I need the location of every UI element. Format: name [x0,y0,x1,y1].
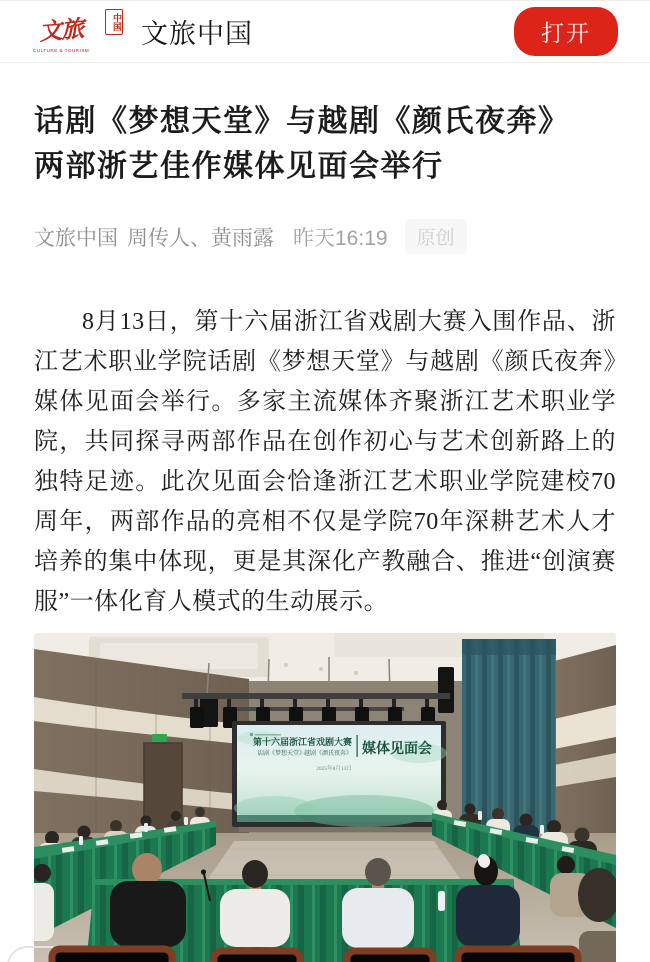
source-name[interactable]: 文旅中国 [34,226,118,250]
brand-english-label: CULTURE & TOURISM [33,47,90,54]
article-body [0,99,650,962]
screen-date: 2025年8月13日 [316,766,352,772]
right-speaker [438,667,454,713]
brand-calligraphy: 文旅 [38,14,85,46]
byline [34,219,616,254]
screen-line1: 第十六届浙江省戏剧大赛 [252,737,352,747]
led-screen [232,721,447,832]
article-title: 话剧《梦想天堂》与越剧《颜氏夜奔》两部浙艺佳作媒体见面会举行 [34,105,570,183]
brand-logo-icon [33,8,125,56]
conference-photo-illustration [34,633,616,962]
author-names: 周传人、黄雨露 [127,226,274,250]
open-app-button[interactable]: 打开 [514,7,618,56]
original-badge: 原创 [405,219,467,254]
article-photo[interactable] [34,633,616,962]
brand-seal-stamp: 中国 [105,9,123,35]
publish-time: 昨天16:19 [293,226,388,250]
screen-line2: 话剧《梦想天堂》·越剧《颜氏夜奔》 [257,751,352,757]
article-paragraph: 8月13日，第十六届浙江省戏剧大赛入围作品、浙江艺术职业学院话剧《梦想天堂》与越剧《颜氏夜奔》媒体见面会举行。多家主流媒体齐聚浙江艺术职业学院，共同探寻两部作品在创作初心与艺术创新路上的独特足迹。此次见面会恰逢浙江艺术职业学院建校70周年，两部作品的亮相不仅是学院70年深耕艺术人才培养的集中体现，更是其深化产教融合、推进“创演赛服”一体化育人模式的生动展示。 [34,309,616,615]
screen-title-right: 媒体见面会 [362,742,432,757]
app-name: 文旅中国 [141,19,253,49]
exit-sign [152,734,167,742]
app-header [0,0,650,63]
